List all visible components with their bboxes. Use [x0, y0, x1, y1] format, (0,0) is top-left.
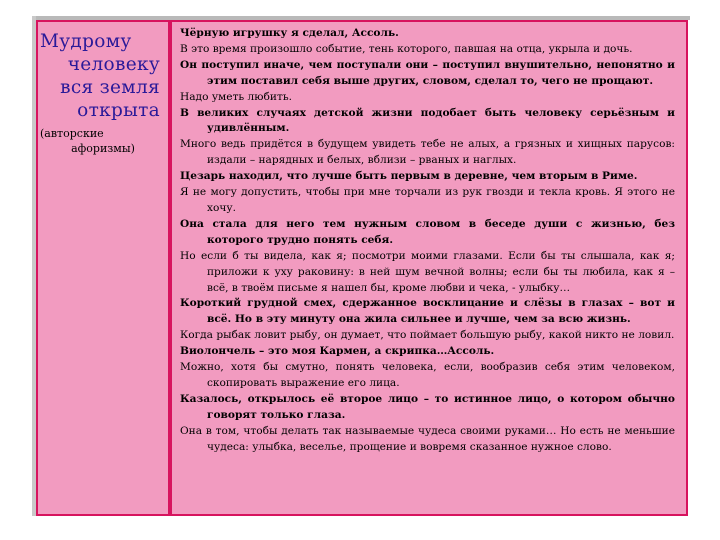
- aphorism-item: Она в том, чтобы делать так называемые чудеса своими руками… Но есть не меньшие чудеса: улыбка, веселье, прощение и вовремя сказанное нужное слово.: [180, 424, 675, 453]
- aphorism-item: В великих случаях детской жизни подобает быть человеку серьёзным и удивлённым.: [180, 106, 675, 135]
- aphorism-item: Он поступил иначе, чем поступали они – поступил внушительно, непонятно и этим поставил себя выше других, словом, сделал то, чего не прощают.: [180, 58, 675, 87]
- slide-title: [40, 30, 166, 122]
- slide-subtitle: [40, 126, 166, 156]
- subtitle-line: (авторские: [40, 127, 104, 140]
- aphorism-item: Чёрную игрушку я сделал, Ассоль.: [180, 27, 399, 39]
- aphorism-item: Много ведь придётся в будущем увидеть тебе не алых, а грязных и хищных парусов: издали – нарядных и белых, вблизи – рваных и наглых.: [180, 138, 675, 167]
- aphorism-item: В это время произошло событие, тень которого, павшая на отца, укрыла и дочь.: [180, 42, 633, 55]
- aphorism-item: Я не могу допустить, чтобы при мне торчали из рук гвозди и текла кровь. Я этого не хочу.: [180, 186, 675, 214]
- title-line: Мудрому: [40, 31, 132, 52]
- aphorism-item: Когда рыбак ловит рыбу, он думает, что поймает большую рыбу, какой никто не ловил.: [180, 329, 675, 342]
- aphorism-item: Но если б ты видела, как я; посмотри моими глазами. Если бы ты слышала, как я; приложи к уху раковину: в ней шум вечной волны; если бы ты любила, как я – всё, в твоём письме я нашел бы, кроме любви и чека, - улыбку…: [180, 249, 675, 294]
- aphorism-item: Короткий грудной смех, сдержанное восклицание и слёзы в глазах – вот и всё. Но в эту минуту она жила сильнее и лучше, чем за всю жизнь.: [180, 297, 675, 326]
- column-divider: [168, 20, 172, 516]
- title-line: вся земля: [60, 77, 160, 98]
- aphorism-item: Казалось, открылось её второе лицо – то истинное лицо, о котором обычно говорят только глаза.: [180, 392, 675, 421]
- aphorism-item: Надо уметь любить.: [180, 90, 292, 103]
- title-line: человеку: [67, 54, 160, 75]
- aphorism-list: [180, 26, 675, 455]
- subtitle-line: афоризмы): [71, 142, 135, 155]
- aphorism-item: Можно, хотя бы смутно, понять человека, если, вообразив себя этим человеком, скопировать выражение его лица.: [180, 361, 675, 389]
- title-line: открыта: [77, 100, 160, 121]
- aphorism-item: Цезарь находил, что лучше быть первым в деревне, чем вторым в Риме.: [180, 170, 638, 183]
- aphorism-item: Она стала для него тем нужным словом в беседе души с жизнью, без которого трудно понять себя.: [180, 217, 675, 246]
- aphorism-item: Виолончель – это моя Кармен, а скрипка…Ассоль.: [180, 345, 495, 358]
